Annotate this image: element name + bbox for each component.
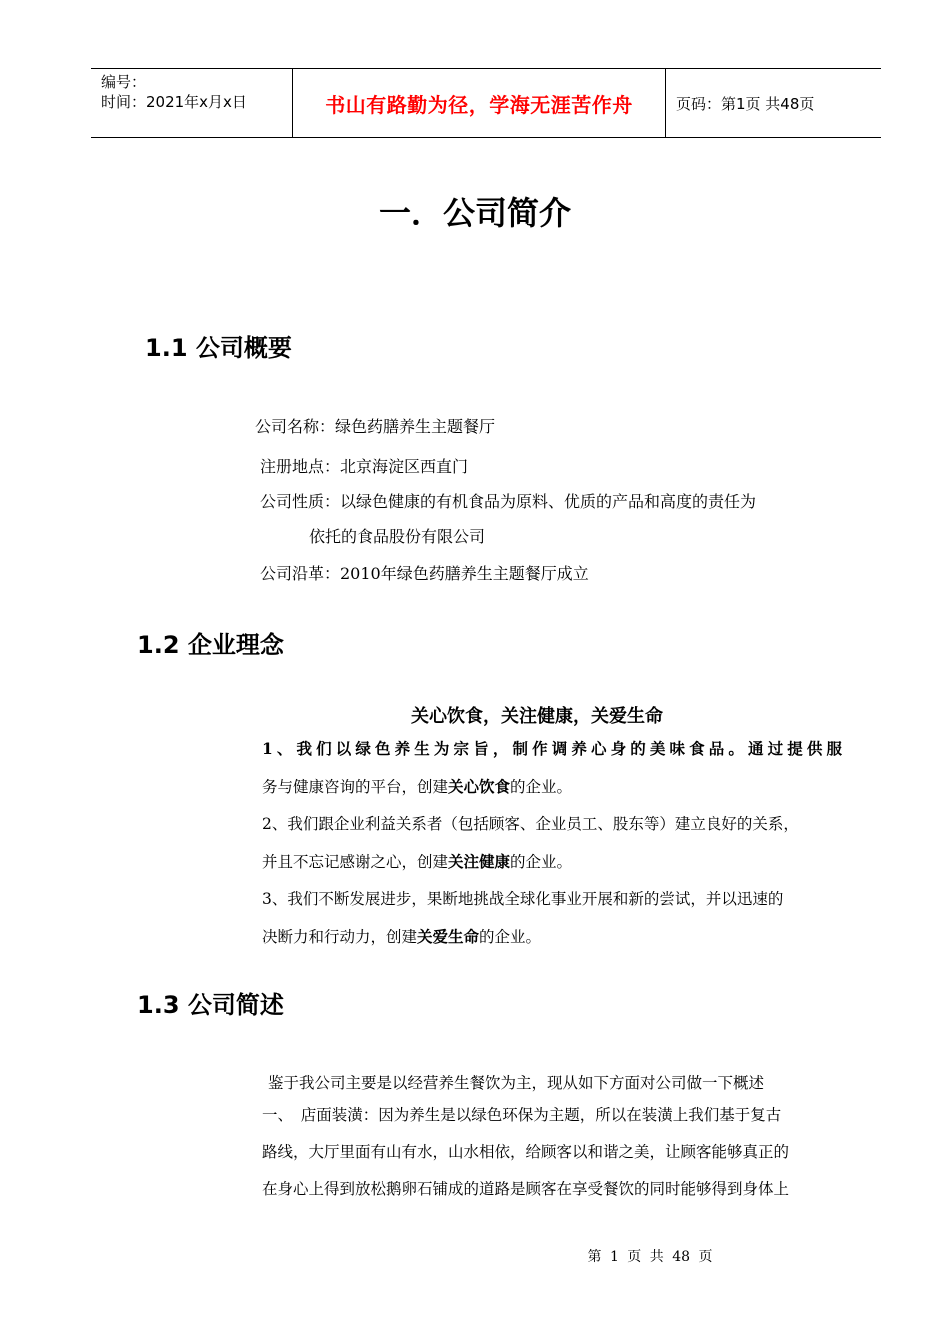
section-heading-1-2: 1.2 企业理念 bbox=[137, 631, 284, 659]
philosophy-motto: 关心饮食，关注健康，关爱生命 bbox=[411, 706, 663, 727]
bold-phrase: 关爱生命 bbox=[417, 927, 480, 946]
header-number: 编号： bbox=[101, 73, 147, 91]
overview-item-1-line-2: 路线，大厅里面有山有水，山水相依，给顾客以和谐之美，让顾客能够真正的 bbox=[262, 1143, 790, 1161]
section-heading-1-3: 1.3 公司简述 bbox=[137, 991, 284, 1019]
philosophy-p2-line-1: 2、我们跟企业利益关系者（包括顾客、企业员工、股东等）建立良好的关系， bbox=[262, 815, 799, 833]
page-header bbox=[91, 68, 881, 138]
section-heading-1-1: 1.1 公司概要 bbox=[145, 334, 292, 362]
overview-item-1-line-1: 一、 店面装潢：因为养生是以绿色环保为主题，所以在装潢上我们基于复古 bbox=[262, 1106, 782, 1124]
philosophy-p1-line-2: 务与健康咨询的平台，创建关心饮食的企业。 bbox=[262, 777, 573, 796]
company-location: 注册地点：北京海淀区西直门 bbox=[260, 457, 469, 476]
document-title: 一．公司简介 bbox=[378, 194, 571, 232]
philosophy-p2-line-2: 并且不忘记感谢之心，创建关注健康的企业。 bbox=[262, 852, 573, 871]
header-meta bbox=[101, 72, 291, 112]
company-history: 公司沿革：2010年绿色药膳养生主题餐厅成立 bbox=[260, 564, 589, 583]
header-divider bbox=[665, 69, 666, 137]
philosophy-paragraphs bbox=[262, 730, 842, 956]
overview-paragraph bbox=[262, 1097, 842, 1208]
bold-phrase: 关心饮食 bbox=[448, 777, 511, 796]
company-name: 公司名称：绿色药膳养生主题餐厅 bbox=[255, 417, 496, 436]
philosophy-p3-line-2: 决断力和行动力，创建关爱生命的企业。 bbox=[262, 927, 542, 946]
company-nature-line-2: 依托的食品股份有限公司 bbox=[309, 527, 486, 546]
page-footer: 第 1 页 共 48 页 bbox=[587, 1249, 713, 1265]
header-motto: 书山有路勤为径，学海无涯苦作舟 bbox=[325, 92, 633, 117]
header-page-number: 页码：第1页 共48页 bbox=[676, 94, 815, 113]
overview-item-1-line-3: 在身心上得到放松鹅卵石铺成的道路是顾客在享受餐饮的同时能够得到身体上 bbox=[262, 1180, 790, 1198]
header-time: 时间：2021年x月x日 bbox=[101, 93, 247, 111]
company-nature-line-1: 公司性质：以绿色健康的有机食品为原料、优质的产品和高度的责任为 bbox=[260, 492, 757, 511]
bold-phrase: 关注健康 bbox=[448, 852, 511, 871]
philosophy-p3-line-1: 3、我们不断发展进步，果断地挑战全球化事业开展和新的尝试，并以迅速的 bbox=[262, 890, 784, 908]
overview-intro: 鉴于我公司主要是以经营养生餐饮为主，现从如下方面对公司做一下概述 bbox=[268, 1074, 765, 1092]
philosophy-p1-line-1: 1、我们以绿色养生为宗旨，制作调养心身的美味食品。通过提供服 bbox=[262, 739, 842, 758]
